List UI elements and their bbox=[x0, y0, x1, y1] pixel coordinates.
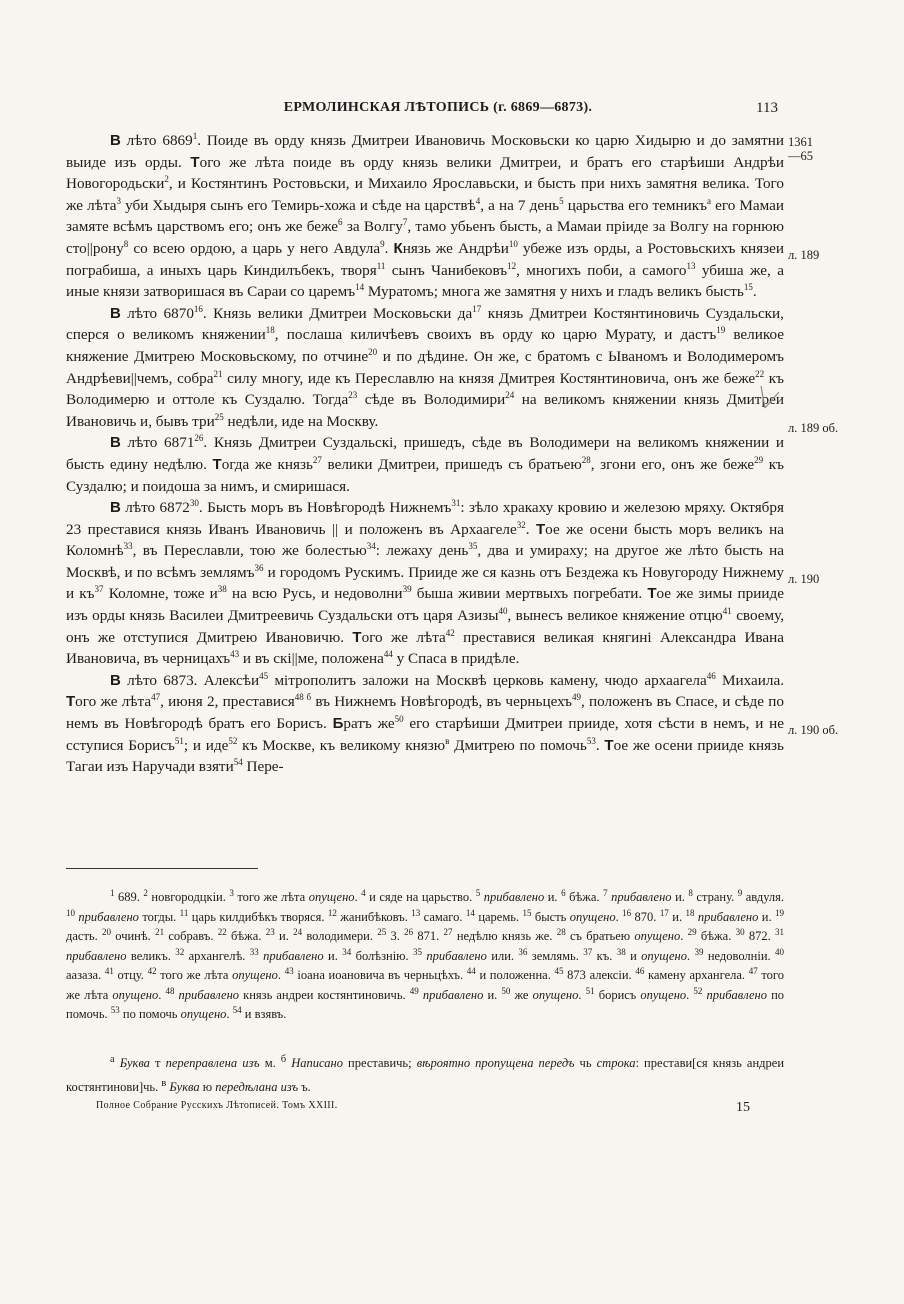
margin-year-range bbox=[788, 135, 888, 163]
margin-leaf-ref: л. 189 bbox=[788, 248, 820, 262]
sheet-number: 15 bbox=[736, 1100, 750, 1115]
entry-6871: В лѣто 6871$^{26}$. Князь Дмитреи Суздальскі, пришедъ, сѣде въ Володимери на великомъ княжении и бысть едину недѣлю. Тогда же князь$^{27}$ велики Дмитреи, пришедъ съ братьею$^{28}$, згони его, онъ же беже$^{29}$ къ Суздалю; и поидоша за нимъ, и смиришася. bbox=[66, 433, 785, 495]
margin-leaf-ref: л. 189 об. bbox=[788, 421, 839, 435]
pencil-mark-icon bbox=[755, 384, 783, 414]
margin-year-end: —65 bbox=[788, 149, 813, 163]
letter-footnote-list: $^а$ Буква т переправлена изъ м. $^б$ Написано преставичь; вѣроятно пропущена передъ чь строка: престави[ся князь андреи костянтинови]чь. $^в$ Буква ю передѣлана изъ ъ. bbox=[66, 1054, 785, 1094]
footnote-list: $^1$ 689. $^2$ новгородцкіи. $^3$ того же лѣта опущено. $^4$ и сяде на царьство. $^5$ прибавлено и. $^6$ бѣжа. $^7$ прибавлено и. $^8$ страну. $^9$ авдуля. $^{10}$ прибавлено тогды. $^{11}$ царь килдибѣкъ творяся. $^{12}$ жанибѣковъ. $^{13}$ самаго. $^{14}$ царемь. $^{15}$ бысть опущено. $^{16}$ 870. $^{17}$ и. $^{18}$ прибавлено и. $^{19}$ дасть. $^{20}$ очинѣ. $^{21}$ собравъ. $^{22}$ бѣжа. $^{23}$ и. $^{24}$ володимери. $^{25}$ 3. $^{26}$ 871. $^{27}$ недѣлю князь же. $^{28}$ съ братьею опущено. $^{29}$ бѣжа. $^{30}$ 872. $^{31}$ прибавлено великъ. $^{32}$ архангелѣ. $^{33}$ прибавлено и. $^{34}$ болѣзнію. $^{35}$ прибавлено или. $^{36}$ землямь. $^{37}$ къ. $^{38}$ и опущено. $^{39}$ недоволніи. $^{40}$ аазаза. $^{41}$ отцу. $^{42}$ того же лѣта опущено. $^{43}$ іоана иоановича въ черньцѣхъ. $^{44}$ и положенна. $^{45}$ 873 алексіи. $^{46}$ камену архангела. $^{47}$ того же лѣта опущено. $^{48}$ прибавлено князь андреи костянтиновичь. $^{49}$ прибавлено и. $^{50}$ же опущено. $^{51}$ борисъ опущено. $^{52}$ прибавлено по помочь. $^{53}$ по помочь опущено. $^{54}$ и взявъ. bbox=[66, 887, 785, 1021]
entry-6870: В лѣто 6870$^{16}$. Князь велики Дмитреи Московьски $да^{17}$ князь Дмитреи Костянтиновичь Суздальски, сперся о великомъ княжении$^{18}$, послаша киличѣевъ своихъ въ орду ко царю Мурату, и дастъ$^{19}$ великое княжение Дмитрею Московьскому, по отчине$^{20}$ и по дѣдине. Он же, с братомъ с Ываномъ и Володимеромъ Андрѣеви||чемъ, собра$^{21}$ силу многу, иде къ Переславлю на князя Дмитрея Костянтиновича, онъ же беже$^{22}$ къ Володимерю и оттоле къ Суздалю. Тогда$^{23}$ сѣде въ Володимири$^{24}$ на великомъ княжении князь Дмитреи Ивановичь и, бывъ три$^{25}$ недѣли, иде на Москву. bbox=[66, 303, 784, 430]
letter-footnotes bbox=[66, 1050, 784, 1097]
entry-6873: В лѣто 6873. Алексѣи$^{45}$ мітрополитъ заложи на Москвѣ церковь камену, чюдо архаагела$^{46}$ Михаила. Того же лѣта$^{47}$, июня 2, преставися$^{48 б}$ въ Нижнемъ Новѣгородѣ, въ черньцехъ$^{49}$, положенъ въ Спасе, и сѣде по немъ въ Новѣгородѣ братъ его Борисъ. Братъ $же^{50}$ его старѣиши Дмитреи прииде, хотя сѣсти в немъ, и не сступися Борисъ$^{51}$; и иде$^{52}$ къ Москве, къ великому князю$^в$ Дмитрею по помочь$^{53}$. Тое же осени прииде князь Тагаи изъ Наручади взяти$^{54}$ Пере- bbox=[66, 670, 784, 776]
entry-6869: В лѣто 6869$^1$. Поиде въ орду князь Дмитреи Ивановичь Московьски ко царю Хидырю и до замятни выиде изъ орды. Того же лѣта поиде въ орду князь велики Дмитреи, и братъ его старѣиши Андрѣи Новогородьски$^2$, и Костянтинъ Ростовьски, и Михаило Ярославьски, и бысть при нихъ замятня велика. Того же лѣта$^3$ уби Хыдыря сынъ его Темирь-хожа и сѣде на царствѣ$^4$, а на 7 день$^5$ царьства его темникъ$^а$ его Мамаи замяте всѣмъ царствомъ его; онъ же беже$^6$ за Волгу$^7$, тамо убьенъ бысть, а Мамаи пріиде за Волгу на горнюю сто||рону$^8$ со всею ордою, а царь у него Авдула$^9$. Князь же Андрѣи$^{10}$ убеже изъ орды, а Ростовьскихъ князеи пограбиша, а иныхъ царь Киндилъбекъ, творя$^{11}$ сынъ Чанибековъ$^{12}$, многихъ поби, а самого$^{13}$ убиша же, а иные князи затворишася въ Сараи со царемъ$^{14}$ Муратомъ; многа же замятня у нихъ и гладъ великъ бысть$^{15}$. bbox=[66, 130, 784, 301]
margin-leaf-ref: л. 190 об. bbox=[788, 723, 839, 737]
chronicle-text bbox=[66, 130, 784, 778]
footnotes bbox=[66, 888, 784, 1025]
page-footer bbox=[96, 1100, 750, 1120]
running-header bbox=[96, 100, 780, 124]
page-number: 113 bbox=[756, 100, 778, 116]
page-title: ЕРМОЛИНСКАЯ ЛѢТОПИСЬ (г. 6869—6873). bbox=[283, 100, 593, 115]
entry-6872: В лѣто 6872$^{30}$. Бысть моръ въ Новѣгородѣ Нижнемъ$^{31}$: зѣло хракаху кровию и железою мряху. Октября 23 преставися князь Иванъ Ивановичь || и положенъ въ Архаагеле$^{32}$. Тое же осени бысть моръ великъ на Коломнѣ$^{33}$, въ Переславли, тою же болестью$^{34}$: лежаху день$^{35}$, два и умираху; на другое же лѣто бысть на Москвѣ, и по всѣмъ землямъ$^{36}$ и городомъ Рускимъ. Прииде же ся казнь отъ Бездежа къ Новугороду Нижнему и $къ^{37}$ Коломне, тоже $и^{38}$ на всю Русь, и недоволни$^{39}$ быша живии мертвыхъ погребати. Тое же зимы прииде изъ орды князь Василеи Дмитреевичь Суздальски отъ царя Азизы$^{40}$, вынесъ великое княжение отцю$^{41}$ своему, онъ же отступися Дмитрею Ивановичю. Того же лѣта$^{42}$ преставися великая княгині Александра Ивана Ивановича, въ черницахъ$^{43}$ и въ скі||ме, положена$^{44}$ у Спаса в придѣле. bbox=[66, 498, 785, 668]
footnote-divider bbox=[66, 868, 258, 869]
series-title: Полное Собрание Русскихъ Лѣтописей. Томъ XXIII. bbox=[96, 1100, 338, 1111]
margin-leaf-ref: л. 190 bbox=[788, 572, 820, 586]
margin-year-start: 1361 bbox=[788, 135, 813, 149]
